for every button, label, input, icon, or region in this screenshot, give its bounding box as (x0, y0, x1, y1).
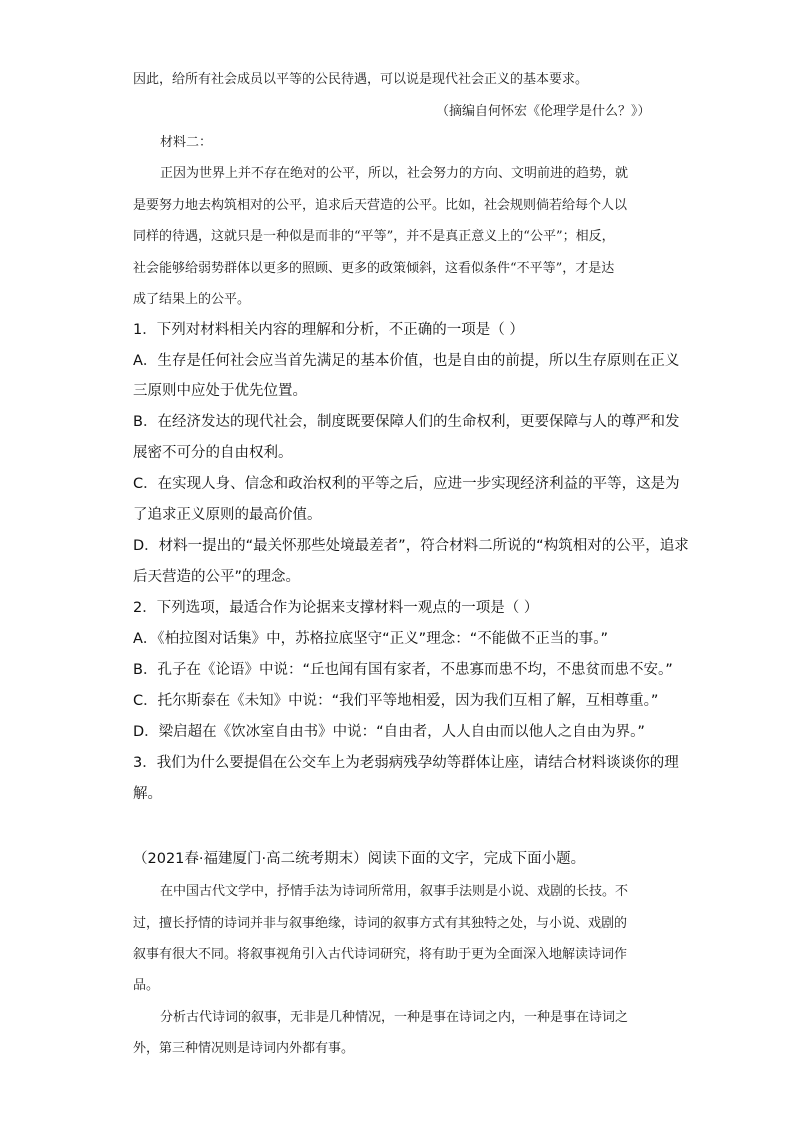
material-two-line: 正因为世界上并不存在绝对的公平，所以，社会努力的方向、文明前进的趋势，就 (160, 166, 629, 181)
question-1-option-b: B．在经济发达的现代社会，制度既要保障人们的生命权利，更要保障与人的尊严和发 (133, 414, 680, 430)
material-two-line: 成了结果上的公平。 (133, 292, 251, 307)
question-1-stem: 1．下列对材料相关内容的理解和分析，不正确的一项是（ ） (133, 322, 524, 338)
section-intro: （2021春·福建厦门·高二统考期末）阅读下面的文字，完成下面小题。 (133, 851, 586, 867)
question-2-option-b: B．孔子在《论语》中说：“丘也闻有国有家者，不患寡而患不均，不患贫而患不安。” (133, 662, 673, 678)
question-1-option-a: A．生存是任何社会应当首先满足的基本价值，也是自由的前提，所以生存原则在正义 (133, 353, 680, 369)
question-2-option-a: A．《柏拉图对话集》中，苏格拉底坚守“正义”理念：“不能做不正当的事。” (133, 631, 608, 647)
question-2-stem: 2．下列选项，最适合作为论据来支撑材料一观点的一项是（ ） (133, 600, 539, 616)
material-two-line: 社会能够给弱势群体以更多的照顾、更多的政策倾斜，这看似条件“不平等”，才是达 (133, 261, 615, 276)
question-3-stem-cont: 解。 (133, 786, 162, 802)
passage-line: 分析古代诗词的叙事，无非是几种情况，一种是事在诗词之内，一种是事在诗词之 (160, 1010, 629, 1025)
material-two-heading: 材料二： (160, 135, 213, 150)
material-two-line: 是要努力地去构筑相对的公平，追求后天营造的公平。比如，社会规则倘若给每个人以 (133, 198, 628, 213)
passage-line: 过，擅长抒情的诗词并非与叙事绝缘，诗词的叙事方式有其独特之处，与小说、戏剧的 (133, 916, 628, 931)
question-1-option-a-cont: 三原则中应处于优先位置。 (133, 383, 307, 399)
question-1-option-d-cont: 后天营造的公平”的理念。 (133, 569, 301, 585)
material-one-source: （摘编自何怀宏《伦理学是什么？》） (436, 104, 651, 119)
question-2-option-c: C．托尔斯泰在《未知》中说：“我们平等地相爱，因为我们互相了解，互相尊重。” (133, 693, 659, 709)
question-1-option-c: C．在实现人身、信念和政治权利的平等之后，应进一步实现经济利益的平等，这是为 (133, 476, 680, 492)
question-1-option-c-cont: 了追求正义原则的最高价值。 (133, 507, 322, 523)
question-1-option-d: D．材料一提出的“最关怀那些处境最差者”，符合材料二所说的“构筑相对的公平，追求 (133, 538, 689, 554)
passage-line: 外，第三种情况则是诗词内外都有事。 (133, 1041, 355, 1056)
passage-line: 叙事有很大不同。将叙事视角引入古代诗词研究，将有助于更为全面深入地解读诗词作 (133, 947, 628, 962)
material-two-line: 同样的待遇，这就只是一种似是而非的“平等”，并不是真正意义上的“公平”；相反， (133, 229, 615, 244)
question-2-option-d: D．梁启超在《饮冰室自由书》中说：“自由者，人人自由而以他人之自由为界。” (133, 724, 645, 740)
material-one-last-line: 因此，给所有社会成员以平等的公民待遇，可以说是现代社会正义的基本要求。 (133, 72, 589, 87)
question-1-option-b-cont: 展密不可分的自由权利。 (133, 445, 293, 461)
passage-line: 品。 (133, 978, 160, 993)
question-3-stem: 3．我们为什么要提倡在公交车上为老弱病残孕幼等群体让座，请结合材料谈谈你的理 (133, 755, 679, 771)
passage-line: 在中国古代文学中，抒情手法为诗词所常用，叙事手法则是小说、戏剧的长技。不 (160, 884, 629, 899)
